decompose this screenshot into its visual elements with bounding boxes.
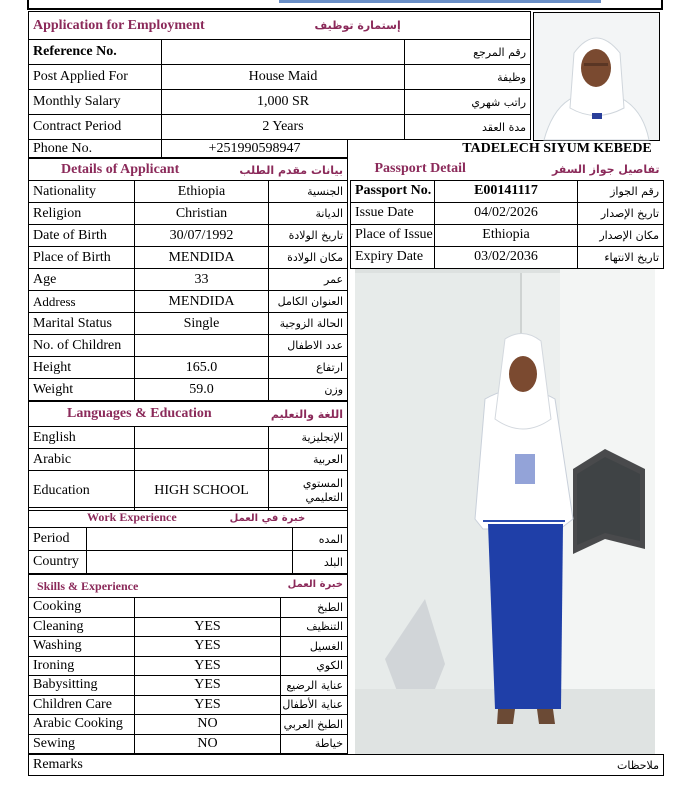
row-label: English (29, 427, 135, 449)
row-label: Washing (29, 637, 135, 657)
full-body-photo (355, 269, 655, 754)
passport-photo (533, 12, 660, 141)
row-label-ar: الغسيل (281, 637, 348, 657)
row-value: NO (135, 734, 281, 754)
phone-table (28, 139, 348, 158)
table-row (351, 180, 664, 202)
row-value: YES (135, 676, 281, 696)
form-title-ar: إستمارة توظيف (314, 19, 401, 32)
row-label-ar: تاريخ الولادة (269, 225, 348, 247)
row-label: Nationality (29, 181, 135, 203)
row-value: YES (135, 617, 281, 637)
row-label: Arabic (29, 449, 135, 471)
row-value: 59.0 (135, 379, 269, 401)
applicant-section-title-ar: بيانات مقدم الطلب (239, 163, 344, 177)
table-row (351, 224, 664, 246)
row-label: Ironing (29, 656, 135, 676)
row-value: 30/07/1992 (135, 225, 269, 247)
row-label-ar: الإنجليزية (269, 427, 348, 449)
post-label-ar: وظيفة (405, 65, 531, 90)
table-row (29, 225, 348, 247)
table-row (29, 269, 348, 291)
row-label: Address (29, 291, 135, 313)
row-label: Place of Birth (29, 247, 135, 269)
row-label: Passport No. (351, 180, 435, 202)
row-label-ar: ارتفاع (269, 357, 348, 379)
work-section-title-ar: خبرة في العمل (229, 513, 306, 524)
row-label-ar: العنوان الكامل (269, 291, 348, 313)
education-label: Education (29, 471, 135, 511)
row-label-ar: الحالة الزوجية (269, 313, 348, 335)
applicant-section-title: Details of Applicant (61, 161, 180, 177)
table-row (29, 715, 348, 735)
row-label: Age (29, 269, 135, 291)
table-row (29, 247, 348, 269)
row-value: E00141117 (435, 180, 578, 202)
languages-section-title-ar: اللغة والتعليم (270, 408, 344, 421)
row-label-ar: مكان الولادة (269, 247, 348, 269)
post-label: Post Applied For (29, 65, 162, 90)
row-value: 04/02/2026 (435, 202, 578, 224)
row-value: YES (135, 695, 281, 715)
row-label-ar: التنظيف (281, 617, 348, 637)
row-label-ar: مكان الإصدار (578, 224, 664, 246)
period-label-ar: المده (293, 528, 348, 551)
row-label: Place of Issue (351, 224, 435, 246)
education-label-ar-1: المستوي (302, 476, 344, 490)
table-row (29, 313, 348, 335)
table-row (351, 246, 664, 268)
phone-value: +251990598947 (162, 140, 348, 158)
salary-value: 1,000 SR (162, 90, 405, 115)
row-label-ar: الكوي (281, 656, 348, 676)
row-label-ar: الجنسية (269, 181, 348, 203)
table-row (29, 357, 348, 379)
applicant-table (28, 158, 348, 401)
row-label: Sewing (29, 734, 135, 754)
salary-label-ar: راتب شهري (405, 90, 531, 115)
applicant-name: TADELECH SIYUM KEBEDE (462, 141, 652, 156)
row-label: Cleaning (29, 617, 135, 637)
row-label: Weight (29, 379, 135, 401)
table-row (29, 449, 348, 471)
passport-section-title-ar: تفاصيل جواز السفر (551, 162, 660, 176)
row-label-ar: الديانة (269, 203, 348, 225)
remarks-table (28, 754, 664, 776)
table-row (29, 427, 348, 449)
row-value: MENDIDA (135, 247, 269, 269)
row-label: Marital Status (29, 313, 135, 335)
row-value (135, 335, 269, 357)
reference-label: Reference No. (29, 40, 162, 65)
contract-value: 2 Years (162, 115, 405, 140)
row-value: Single (135, 313, 269, 335)
row-label-ar: تاريخ الانتهاء (578, 246, 664, 268)
row-value: Ethiopia (135, 181, 269, 203)
row-label: Cooking (29, 598, 135, 618)
row-label: Religion (29, 203, 135, 225)
row-value: MENDIDA (135, 291, 269, 313)
row-value: 165.0 (135, 357, 269, 379)
row-label-ar: الطبخ العربي (281, 715, 348, 735)
education-label-ar-2: التعليمي (305, 490, 344, 504)
row-label-ar: عمر (269, 269, 348, 291)
work-table (28, 507, 348, 574)
row-value: 33 (135, 269, 269, 291)
languages-table (28, 401, 348, 511)
row-value: Ethiopia (435, 224, 578, 246)
form-title: Application for Employment (33, 17, 205, 33)
reference-value (162, 40, 405, 65)
row-label: No. of Children (29, 335, 135, 357)
table-row (29, 598, 348, 618)
job-table (28, 11, 531, 140)
row-label: Arabic Cooking (29, 715, 135, 735)
row-label: Babysitting (29, 676, 135, 696)
table-row (29, 379, 348, 401)
country-label: Country (29, 551, 87, 574)
row-label: Date of Birth (29, 225, 135, 247)
row-label: Issue Date (351, 202, 435, 224)
row-value (135, 449, 269, 471)
languages-section-title: Languages & Education (67, 406, 212, 421)
row-label-ar: خياطة (281, 734, 348, 754)
reference-label-ar: رقم المرجع (405, 40, 531, 65)
row-label-ar: تاريخ الإصدار (578, 202, 664, 224)
row-value (135, 427, 269, 449)
row-value: YES (135, 656, 281, 676)
row-value: YES (135, 637, 281, 657)
row-label-ar: عدد الاطفال (269, 335, 348, 357)
row-label: Height (29, 357, 135, 379)
country-label-ar: البلد (293, 551, 348, 574)
remarks-label: Remarks (29, 755, 564, 776)
row-value: NO (135, 715, 281, 735)
row-label: Expiry Date (351, 246, 435, 268)
table-row (29, 203, 348, 225)
passport-section-title: Passport Detail (374, 160, 466, 176)
row-value: Christian (135, 203, 269, 225)
table-row (29, 617, 348, 637)
table-row (29, 676, 348, 696)
contract-label-ar: مدة العقد (405, 115, 531, 140)
passport-table (350, 158, 664, 269)
row-label-ar: عناية الأطفال (281, 695, 348, 715)
post-value: House Maid (162, 65, 405, 90)
row-value: 03/02/2036 (435, 246, 578, 268)
row-label: Children Care (29, 695, 135, 715)
phone-label: Phone No. (29, 140, 162, 158)
table-row (29, 335, 348, 357)
work-section-title: Work Experience (87, 510, 177, 524)
period-label: Period (29, 528, 87, 551)
row-value (135, 598, 281, 618)
education-value: HIGH SCHOOL (135, 471, 269, 511)
table-row (29, 637, 348, 657)
skills-section-title-ar: خبرة العمل (287, 579, 344, 590)
row-label-ar: العربية (269, 449, 348, 471)
table-row (29, 291, 348, 313)
table-row (351, 202, 664, 224)
country-value (87, 551, 293, 574)
row-label-ar: وزن (269, 379, 348, 401)
skills-table (28, 574, 348, 754)
remarks-label-ar: ملاحظات (564, 755, 664, 776)
table-row (29, 734, 348, 754)
table-row (29, 181, 348, 203)
table-row (29, 695, 348, 715)
table-row (29, 656, 348, 676)
row-label-ar: رقم الجواز (578, 180, 664, 202)
skills-section-title: Skills & Experience (37, 579, 139, 593)
contract-label: Contract Period (29, 115, 162, 140)
row-label-ar: الطبخ (281, 598, 348, 618)
salary-label: Monthly Salary (29, 90, 162, 115)
top-border (27, 0, 663, 10)
period-value (87, 528, 293, 551)
row-label-ar: عناية الرضيع (281, 676, 348, 696)
